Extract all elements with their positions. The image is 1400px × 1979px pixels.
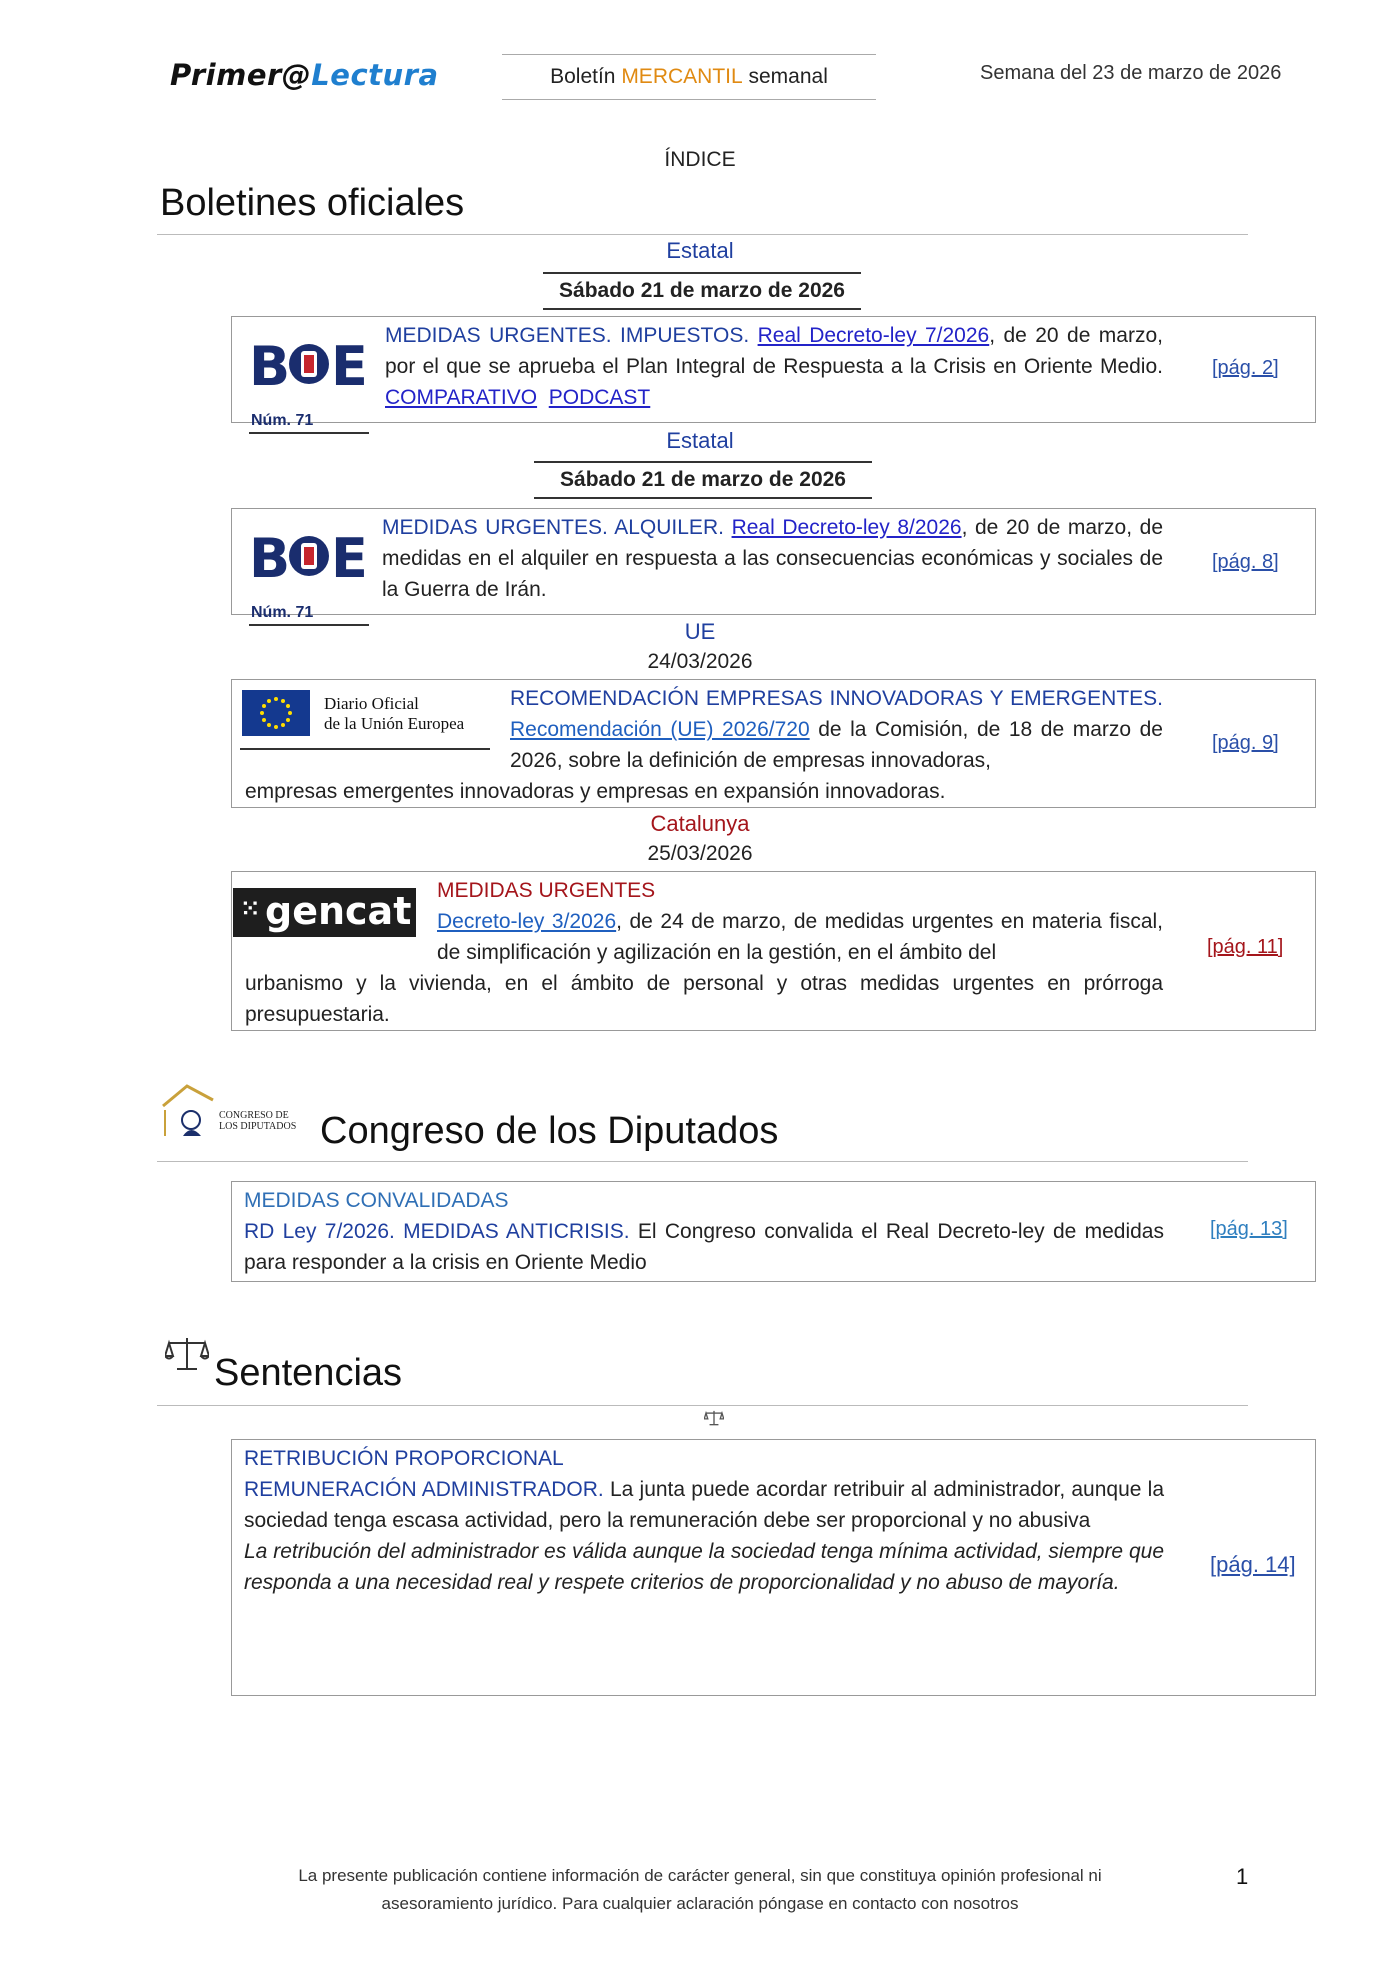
section-title-boletines: Boletines oficiales [160,182,465,224]
congreso-building-icon [157,1080,217,1142]
entry-heading: MEDIDAS URGENTES. ALQUILER. [382,516,724,539]
eu-journal-name [324,694,464,734]
congreso-logo-line2: LOS DIPUTADOS [219,1121,297,1132]
brand-part1: Primer@ [170,58,312,92]
entry-text [437,875,1163,968]
congreso-logo [157,1080,315,1142]
date-box: Sábado 21 de marzo de 2026 [534,461,872,499]
date-box: Sábado 21 de marzo de 2026 [543,272,861,310]
eu-flag-icon [242,690,310,736]
page-reference[interactable]: [pág. 9] [1212,732,1279,754]
entry-summary: La retribución del administrador es válida aunque la sociedad tenga mínima actividad, siempre que responda a una necesidad real y respete criterios de proporcionalidad y no abuso de mayoría. [244,1540,1164,1594]
region-label: Estatal [666,428,734,453]
section-divider [157,234,1248,235]
entry-category: MEDIDAS CONVALIDADAS [244,1189,509,1212]
eu-logo-line1: Diario Oficial [324,694,419,713]
region-label: Catalunya [650,811,750,836]
entry-body: , de 24 de marzo, de medidas urgentes en materia fiscal, de simplificación y agilización en la gestión, en el ámbito del [437,910,1164,964]
scales-icon [165,1336,209,1372]
entry-heading: MEDIDAS URGENTES [437,879,656,902]
bulletin-pre: Boletín [550,65,622,88]
entry-text [244,1185,1164,1278]
section-divider [157,1405,1248,1406]
week-label: Semana del 23 de marzo de 2026 [980,62,1282,84]
boe-logo [249,323,369,434]
entry-card [231,1181,1316,1282]
entry-heading: RD Ley 7/2026. MEDIDAS ANTICRISIS. [244,1220,630,1243]
entry-body: El Congreso convalida el Real Decreto-ley de medidas para responder a la crisis en Oriente Medio [244,1220,1164,1274]
gencat-logo [233,888,416,937]
entry-heading: REMUNERACIÓN ADMINISTRADOR. [244,1478,604,1501]
date-label: 25/03/2026 [647,842,753,865]
entry-heading: RECOMENDACIÓN EMPRESAS INNOVADORAS Y EMERGENTES. [510,687,1163,710]
brand-logo [170,58,439,92]
boe-icon [249,323,369,405]
index-heading: ÍNDICE [664,148,736,171]
entry-category: RETRIBUCIÓN PROPORCIONAL [244,1447,564,1470]
section-title-congreso: Congreso de los Diputados [320,1110,779,1152]
boe-number: Núm. 71 [249,412,369,434]
svg-text:E: E [331,335,368,398]
entry-text [510,683,1163,776]
brand-part2: Lectura [311,58,439,92]
footer-disclaimer [200,1862,1200,1918]
section-divider [157,1161,1248,1162]
entry-body: de la Comisión, de 18 de marzo de 2026, sobre la definición de empresas innovadoras, [510,718,1163,772]
bulletin-highlight: MERCANTIL [621,65,743,88]
page-reference[interactable]: [pág. 2] [1212,357,1279,379]
eu-journal-logo [240,690,490,750]
boe-number: Núm. 71 [249,604,369,626]
comparativo-link[interactable]: COMPARATIVO [385,386,538,409]
page-reference[interactable]: [pág. 8] [1212,551,1279,573]
entry-card [231,316,1316,429]
bulletin-title [502,54,876,100]
page-reference[interactable]: [pág. 14] [1210,1552,1296,1577]
date-label: 24/03/2026 [647,650,753,673]
entry-link[interactable]: Recomendación (UE) 2026/720 [510,718,810,741]
svg-text:E: E [331,527,368,590]
region-label: Estatal [666,238,734,263]
entry-text [382,512,1163,605]
entry-body: , de 20 de marzo, por el que se aprueba el Plan Integral de Respuesta a la Crisis en Oriente Medio. [385,324,1163,378]
entry-body: , de 20 de marzo, de medidas en el alquiler en respuesta a las consecuencias económicas y sociales de la Guerra de Irán. [382,516,1164,601]
podcast-link[interactable]: PODCAST [548,386,651,409]
entry-link[interactable]: Decreto-ley 3/2026 [437,910,617,933]
entry-card [231,1439,1316,1696]
entry-body: La junta puede acordar retribuir al administrador, aunque la sociedad tenga escasa actividad, pero la remuneración debe ser proporcional y no abusiva [244,1478,1165,1532]
footer-line2: asesoramiento jurídico. Para cualquier aclaración póngase en contacto con nosotros [381,1894,1019,1913]
entry-card [231,508,1316,621]
entry-text [385,320,1163,413]
page-reference[interactable]: [pág. 11] [1207,936,1284,958]
entry-heading: MEDIDAS URGENTES. IMPUESTOS. [385,324,750,347]
svg-text:B: B [249,335,287,398]
footer-line1: La presente publicación contiene información de carácter general, sin que constituya opinión profesional ni [298,1866,1102,1885]
entry-card [231,871,1316,1031]
gencat-dots-icon: ⁙ [241,897,260,922]
bulletin-post: semanal [742,65,828,88]
congreso-logo-text [219,1110,296,1132]
gencat-logo-text: gencat [265,889,412,933]
page-number: 1 [1236,1864,1249,1889]
svg-text:B: B [249,527,287,590]
boe-icon [249,515,369,597]
entry-link[interactable]: Real Decreto-ley 7/2026 [757,324,990,347]
boe-logo [249,515,369,626]
small-scales-icon [704,1410,724,1426]
entry-text-continued: urbanismo y la vivienda, en el ámbito de personal y otras medidas urgentes en prórroga presupuestaria. [245,972,1163,1026]
entry-text-continued: empresas emergentes innovadoras y empresas en expansión innovadoras. [245,780,946,803]
section-title-sentencias: Sentencias [214,1352,403,1394]
region-label: UE [684,619,716,644]
entry-card [231,679,1316,808]
page-reference[interactable]: [pág. 13] [1210,1218,1288,1240]
entry-text [244,1443,1164,1598]
eu-logo-line2: de la Unión Europea [324,714,465,733]
congreso-logo-line1: CONGRESO DE [219,1110,289,1121]
entry-link[interactable]: Real Decreto-ley 8/2026 [731,516,962,539]
